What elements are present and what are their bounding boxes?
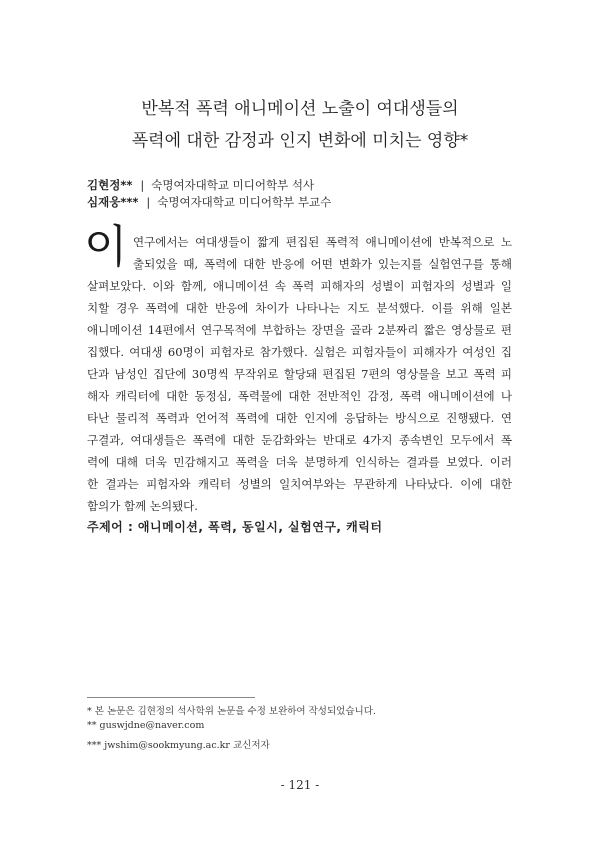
author-name: 심재웅*** [87, 195, 139, 209]
abstract-line: 집했다. 여대생 60명이 피험자로 참가했다. 실험은 피험자들이 피해자가 여성인 집 [87, 345, 512, 359]
footnote-divider [87, 697, 255, 698]
abstract-line: 애니메이션 14편에서 연구목적에 부합하는 장면을 골라 2분짜리 짧은 영상물로 편 [87, 323, 512, 337]
author-affiliation: 숙명여자대학교 미디어학부 석사 [151, 178, 315, 192]
abstract-line: 함의가 함께 논의됐다. [87, 499, 198, 513]
page-number: - 121 - [280, 778, 320, 792]
abstract-line: 치할 경우 폭력에 대한 반응에 차이가 나타나는 지도 분석했다. 이를 위해 일본 [87, 301, 512, 315]
abstract-line: 단과 남성인 집단에 30명씩 무작위로 할당돼 편집된 7편의 영상물을 보고 폭력 피 [87, 367, 512, 381]
footnote: * 본 논문은 김현정의 석사학위 논문을 수정 보완하여 작성되었습니다. [87, 706, 376, 717]
abstract-line: 연구에서는 여대생들이 짧게 편집된 폭력적 애니메이션에 반복적으로 노 [133, 235, 512, 249]
abstract-line: 타난 물리적 폭력과 언어적 폭력에 대한 인지에 응답하는 방식으로 진행됐다. 연 [87, 411, 512, 425]
abstract-line: 구결과, 여대생들은 폭력에 대한 둔감화와는 반대로 4가지 종속변인 모두에서 폭 [87, 433, 512, 447]
abstract-line: 해자 캐릭터에 대한 동정심, 폭력물에 대한 전반적인 감정, 폭력 애니메이션에 나 [87, 389, 512, 403]
footnote-corresponding-author: *** jwshim@sookmyung.ac.kr 교신저자 [87, 740, 270, 751]
abstract-line: 살펴보았다. 이와 함께, 애니메이션 속 폭력 피해자의 성별이 피험자의 성별과 일 [87, 279, 512, 293]
author-row [87, 194, 331, 212]
author-separator: | [140, 178, 145, 192]
abstract-line: 출되었을 때, 폭력에 대한 반응에 어떤 변화가 있는지를 실험연구를 통해 [133, 257, 512, 271]
keywords: 주제어 : 애니메이션, 폭력, 동일시, 실험연구, 캐릭터 [87, 520, 383, 534]
author-separator: | [146, 195, 151, 209]
abstract-line: 력에 대해 더욱 민감해지고 폭력을 더욱 분명하게 인식하는 결과를 보였다. 이러 [87, 455, 512, 469]
footnote-email: ** guswjdne@naver.com [87, 720, 205, 731]
paper-title-line-2: 폭력에 대한 감정과 인지 변화에 미치는 영향* [131, 131, 469, 151]
abstract-drop-cap: 이 [84, 220, 128, 273]
author-name: 김현정** [87, 178, 133, 192]
paper-title-line-1: 반복적 폭력 애니메이션 노출이 여대생들의 [141, 99, 459, 119]
abstract-line: 한 결과는 피험자와 캐릭터 성별의 일치여부와는 무관하게 나타났다. 이에 대한 [87, 477, 512, 491]
author-affiliation: 숙명여자대학교 미디어학부 부교수 [157, 195, 332, 209]
author-row [87, 177, 314, 195]
